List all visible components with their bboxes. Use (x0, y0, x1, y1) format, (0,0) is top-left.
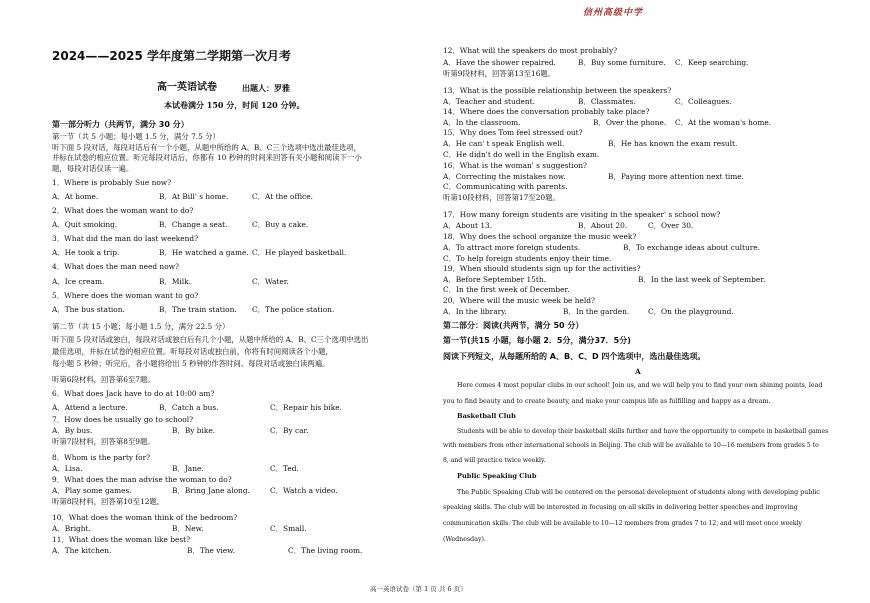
option-b: B．Change a seat. (159, 220, 228, 229)
option-a: A．In the classroom. (443, 118, 521, 127)
passage-label: A (635, 367, 641, 376)
option-c: C．He didn't do well in the English exam. (443, 150, 600, 159)
question-1: 1．Where is probably Sue now? (52, 178, 172, 187)
question-8: 8．Whom is the party for? (52, 453, 151, 462)
question-20: 20．Where will the music week be held? (443, 296, 595, 305)
option-a: A．He can' t speak English well. (443, 139, 565, 148)
option-c: C．In the first week of December. (443, 285, 570, 294)
option-b: B．In the garden. (563, 307, 630, 316)
option-b: B．He watched a game. (159, 248, 249, 257)
material-note: 听第8段材料，回答第10至12题。 (52, 497, 165, 506)
passage-text: you to find beauty and to create beauty, and make your campus life as fulfilling and happy as a dream. (443, 398, 771, 405)
option-c: C．Colleagues. (675, 97, 732, 106)
question-14: 14．Where does the conversation probably take place? (443, 107, 650, 116)
question-5: 5．Where does the woman want to go? (52, 291, 199, 300)
option-c: C．Communicating with parents. (443, 182, 568, 191)
option-c: C．Watch a video. (270, 486, 338, 495)
option-b: B．Milk. (159, 277, 191, 286)
option-c: C．To help foreign students enjoy their time. (443, 254, 612, 263)
option-a: A．Lisa. (52, 464, 83, 473)
option-b: B．The train station. (159, 305, 237, 314)
section2-heading: 第二节（共 15 小题；每小题 1.5 分，满分 22.5 分） (52, 322, 230, 331)
page-footer: 高一英语试卷（第 1 页 共 6 页） (370, 585, 467, 593)
passage-text: The Public Speaking Club will be centered on the personal development of students along with developing public (457, 489, 820, 496)
question-2: 2．What does the woman want to do? (52, 206, 194, 215)
passage-text: Here comes 4 most popular clubs in our school! Join us, and we will help you to find your own shining points, lead (457, 382, 823, 389)
option-c: C．The living room. (288, 546, 363, 555)
part2-instruction: 阅读下列短文，从每题所给的 A、B、C、D 四个选项中，选出最佳选项。 (443, 352, 706, 361)
question-17: 17．How many foreign students are visiting in the speaker' s school now? (443, 210, 721, 219)
option-a: A．To attract more foreign students. (443, 243, 581, 252)
passage-text: 8, and will practice twice weekly. (443, 457, 546, 464)
option-b: B．He has known the exam result. (608, 139, 738, 148)
section1-instruction: 并标在试卷的相应位置。听完每段对话后，你都有 10 秒钟的时间来回答有关小题和阅读下一小 (52, 153, 362, 162)
question-10: 10．What does the woman think of the bedroom? (52, 513, 238, 522)
option-c: C．Small. (270, 524, 307, 533)
section2-instruction: 最佳选项，并标在试卷的相应位置。听每段对话或独白前，你将有时间阅读各个小题， (52, 347, 333, 356)
option-b: B．Over the phone. (593, 118, 667, 127)
option-a: A．He took a trip. (52, 248, 120, 257)
club-heading: Public Speaking Club (457, 472, 537, 480)
passage-text: (Wednesday). (443, 536, 486, 543)
option-c: C．Keep searching. (675, 58, 749, 67)
option-a: A．About 13. (443, 221, 493, 230)
option-a: A．Teacher and student. (443, 97, 535, 106)
material-note: 听第9段材料，回答第13至16题。 (443, 69, 556, 78)
material-note: 听第6段材料，回答第6至7题。 (52, 375, 155, 384)
passage-text: communication skills. The club will be available to 10—12 members from grades 7 to 12, and will meet once weekly (443, 520, 802, 527)
option-c: C．The police station. (252, 305, 335, 314)
question-6: 6．What does Jack have to do at 10:00 am? (52, 389, 215, 398)
question-18: 18．Why does the school organize the music week? (443, 232, 637, 241)
option-b: B．By bike. (172, 426, 216, 435)
part2-section1-heading: 第一节(共15 小题，每小题 2．5分，满分37．5分) (443, 336, 631, 345)
option-c: C．Buy a cake. (252, 220, 309, 229)
school-logo: 信州高级中学 (583, 8, 644, 18)
option-a: A．In the library. (443, 307, 507, 316)
option-b: B．Buy some furniture. (578, 58, 666, 67)
passage-text: speaking skills. The club will be interested in focusing on all skills in delivering better speeches and improving (443, 504, 798, 511)
option-a: A．Play some games. (52, 486, 132, 495)
option-c: C．He played basketball. (252, 248, 347, 257)
option-a: A．By bus. (52, 426, 93, 435)
option-c: C．Ted. (270, 464, 299, 473)
question-11: 11．What does the woman like best? (52, 535, 191, 544)
exam-title: 2024——2025 学年度第二学期第一次月考 (52, 49, 291, 63)
exam-author: 出题人：罗雅 (242, 83, 290, 93)
passage-text: with members from other international schools in Beijing. The club will be available to 10—16 members from grades 5 to (443, 442, 819, 449)
material-note: 听第10段材料，回答第17至20题。 (443, 193, 560, 202)
question-19: 19．When should students sign up for the activities? (443, 264, 641, 273)
question-15: 15．Why does Tom feel stressed out? (443, 128, 583, 137)
option-a: A．Bright. (52, 524, 91, 533)
question-16: 16．What is the woman' s suggestion? (443, 161, 587, 170)
exam-subtitle: 高一英语试卷 (157, 82, 217, 93)
option-b: B．About 20. (578, 221, 628, 230)
option-c: C．Water. (252, 277, 289, 286)
option-c: C．At the office. (252, 192, 313, 201)
question-12: 12．What will the speakers do most probably? (443, 46, 618, 55)
option-a: A．The kitchen. (52, 546, 112, 555)
option-a: A．At home. (52, 192, 99, 201)
passage-text: Students will be able to develop their basketball skills further and have the opportunity to compete in basketball games (457, 428, 829, 435)
section1-instruction: 听下面 5 段对话，每段对话后有一个小题，从题中所给的 A、B、C三个选项中选出最佳选项， (52, 143, 362, 152)
question-3: 3．What did the man do last weekend? (52, 234, 199, 243)
question-7: 7．How does he usually go to school? (52, 415, 194, 424)
part1-heading: 第一部分听力（共两节，满分 30 分） (52, 120, 189, 129)
option-b: B．Classmates. (578, 97, 636, 106)
option-a: A．Attend a lecture. (52, 403, 128, 412)
question-13: 13．What is the possible relationship between the speakers? (443, 86, 672, 95)
option-b: B．Bring Jane along. (172, 486, 250, 495)
option-c: C．At the woman's home. (675, 118, 772, 127)
option-a: A．The bus station. (52, 305, 125, 314)
option-c: C．Repair his bike. (270, 403, 342, 412)
option-a: A．Correcting the mistakes now. (443, 172, 566, 181)
option-b: B．At Bill' s home. (159, 192, 229, 201)
option-b: B．To exchange ideas about culture. (623, 243, 760, 252)
option-a: A．Ice cream. (52, 277, 105, 286)
option-b: B．Jane. (172, 464, 204, 473)
question-4: 4．What does the man need now? (52, 262, 179, 271)
exam-info: 本试卷满分 150 分，时间 120 分钟。 (164, 100, 305, 110)
option-c: C．By car. (270, 426, 309, 435)
option-b: B．In the last week of September. (638, 275, 766, 284)
section1-heading: 第一节（共 5 小题；每小题 1.5 分，满分 7.5 分） (52, 132, 220, 141)
section2-instruction: 听下面 5 段对话或独白，每段对话或独白后有几个小题，从题中所给的 A、B、C三个选项中选出 (52, 335, 369, 344)
option-b: B．The view. (187, 546, 235, 555)
part2-heading: 第二部分：阅读(共两节，满分 50 分） (443, 321, 584, 330)
option-b: B．Catch a bus. (159, 403, 219, 412)
material-note: 听第7段材料，回答第8至9题。 (52, 437, 155, 446)
question-9: 9．What does the man advise the woman to do? (52, 475, 232, 484)
option-c: C．On the playground. (648, 307, 734, 316)
section2-instruction: 每小题 5 秒钟；听完后，各小题将给出 5 秒钟的作答时间。每段对话或独白读两遍。 (52, 359, 330, 368)
option-a: A．Quit smoking. (52, 220, 118, 229)
option-a: A．Before September 15th. (443, 275, 546, 284)
option-b: B．New. (172, 524, 204, 533)
option-c: C．Over 30. (648, 221, 694, 230)
option-b: B．Paying more attention next time. (608, 172, 745, 181)
option-a: A．Have the shower repaired. (443, 58, 556, 67)
club-heading: Basketball Club (457, 412, 516, 420)
section1-instruction: 题，每段对话仅读一遍。 (52, 164, 134, 173)
